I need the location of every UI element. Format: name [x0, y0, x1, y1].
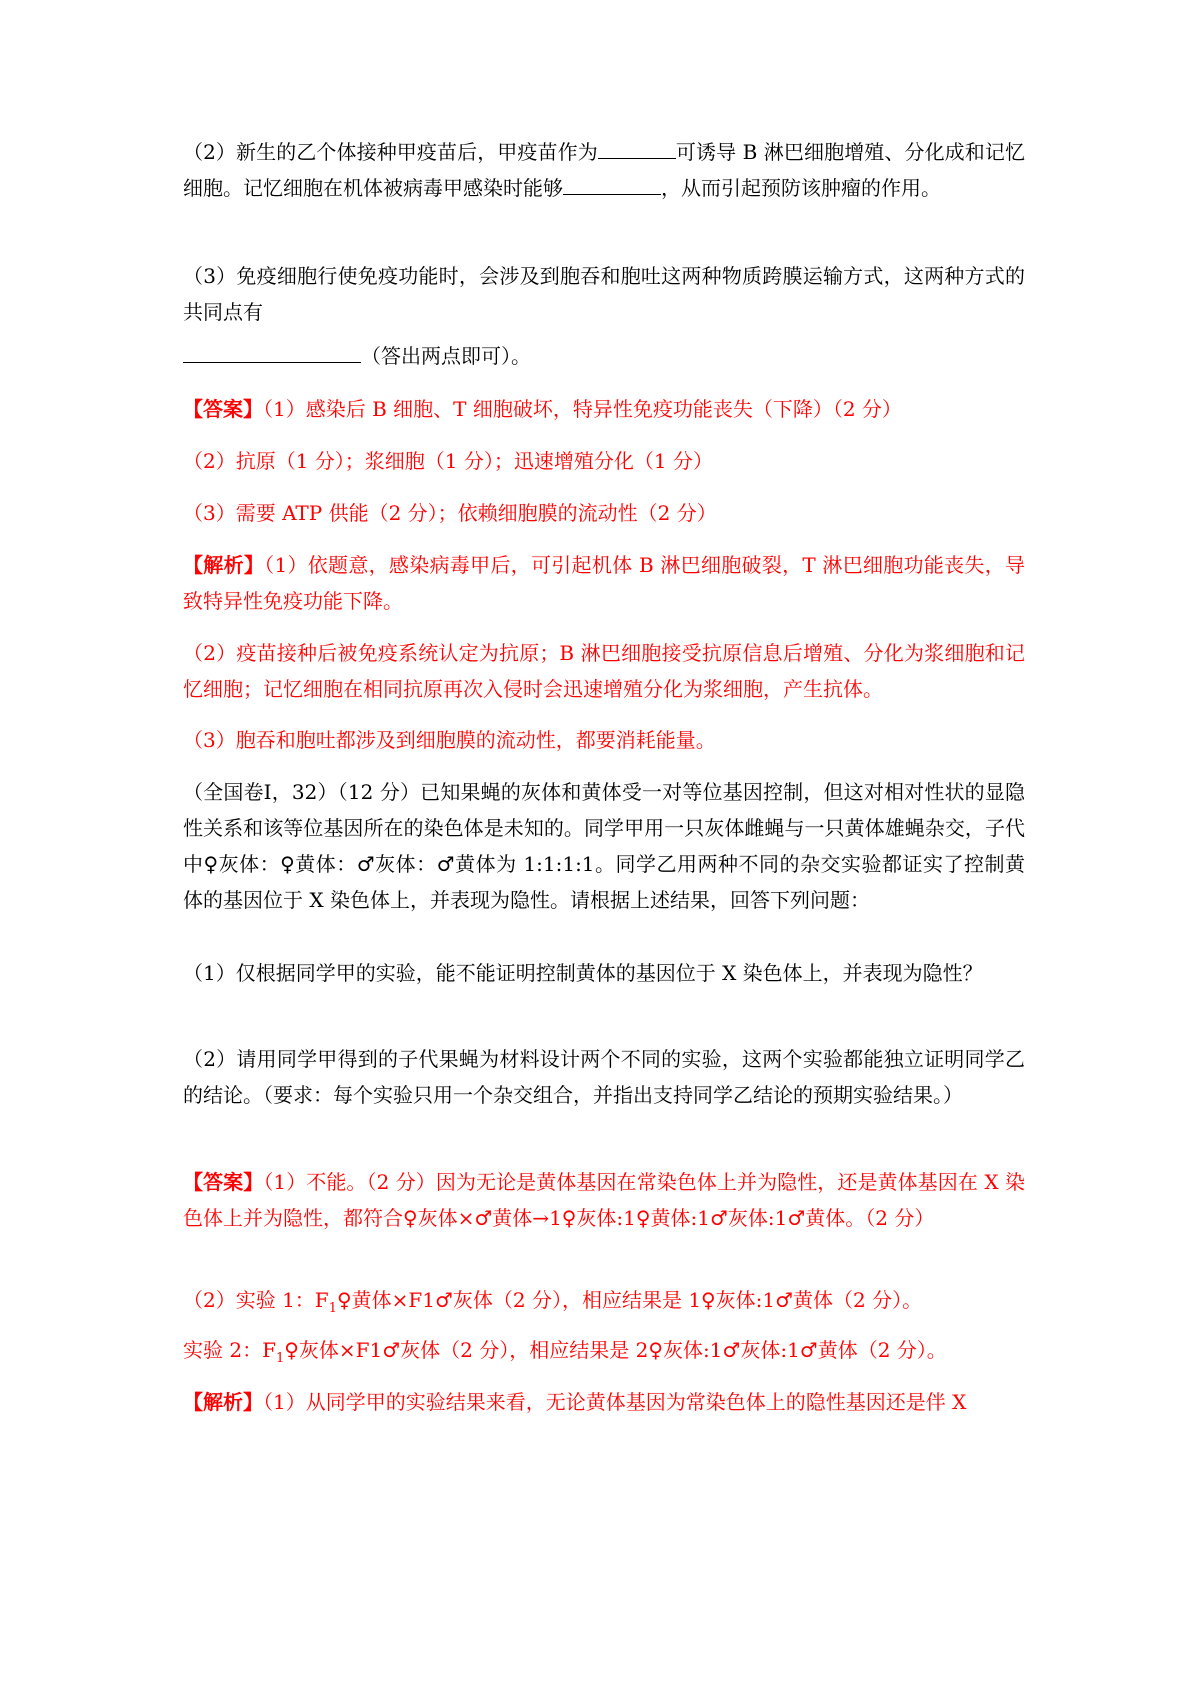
q32-answer-paragraph-2 — [183, 1282, 1025, 1318]
question-2-text-part2: 可诱导 B 淋巴细胞增殖、分化成和记忆细胞。记忆细胞在机体被病毒甲感染时能够 — [183, 140, 1025, 200]
q32-answer-3-pre: 实验 2：F — [183, 1338, 276, 1362]
question-3-blank-suffix: （答出两点即可）。 — [361, 344, 531, 368]
question-3-blank-line — [183, 338, 1025, 374]
analysis-paragraph-3: （3）胞吞和胞吐都涉及到细胞膜的流动性，都要消耗能量。 — [183, 728, 716, 752]
question-2-text-part1: （2）新生的乙个体接种甲疫苗后，甲疫苗作为 — [183, 140, 598, 164]
analysis-paragraph-2: （2）疫苗接种后被免疫系统认定为抗原；B 淋巴细胞接受抗原信息后增殖、分化为浆细胞和记忆细胞；记忆细胞在相同抗原再次入侵时会迅速增殖分化为浆细胞，产生抗体。 — [183, 641, 1025, 701]
answer-blank-1 — [598, 136, 676, 159]
q32-analysis-paragraph-1 — [183, 1384, 1025, 1420]
q32-analysis-tag: 【解析】 — [183, 1390, 263, 1414]
question-3-paragraph: （3）免疫细胞行使免疫功能时，会涉及到胞吞和胞吐这两种物质跨膜运输方式，这两种方式的共同点有 — [183, 264, 1025, 324]
q32-answer-tag: 【答案】 — [183, 1170, 264, 1194]
q32-answer-paragraph-1 — [183, 1164, 1025, 1236]
question-2-paragraph — [183, 134, 1025, 206]
analysis-paragraph-1 — [183, 547, 1025, 619]
answer-paragraph-1 — [183, 391, 1025, 427]
q32-answer-2-subscript: 1 — [328, 1301, 337, 1316]
q32-analysis-1-text: （1）从同学甲的实验结果来看，无论黄体基因为常染色体上的隐性基因还是伴 X — [263, 1390, 967, 1414]
answer-paragraph-2: （2）抗原（1 分）；浆细胞（1 分）；迅速增殖分化（1 分） — [183, 449, 713, 473]
answer-1-text: （1）感染后 B 细胞、T 细胞破坏，特异性免疫功能丧失（下降）（2 分） — [263, 397, 902, 421]
question-32-part2: （2）请用同学甲得到的子代果蝇为材料设计两个不同的实验，这两个实验都能独立证明同学乙的结论。（要求：每个实验只用一个杂交组合，并指出支持同学乙结论的预期实验结果。） — [183, 1047, 1025, 1107]
q32-answer-3-subscript: 1 — [275, 1351, 285, 1366]
q32-answer-3-post: ♀灰体×F1♂灰体（2 分），相应结果是 2♀灰体:1♂灰体:1♂黄体（2 分）。 — [284, 1338, 947, 1362]
analysis-1-text: （1）依题意，感染病毒甲后，可引起机体 B 淋巴细胞破裂，T 淋巴细胞功能丧失，导致特异性免疫功能下降。 — [183, 553, 1026, 613]
answer-paragraph-3: （3）需要 ATP 供能（2 分）；依赖细胞膜的流动性（2 分） — [183, 501, 717, 525]
analysis-tag: 【解析】 — [183, 553, 265, 577]
q32-answer-1-text: （1）不能。（2 分）因为无论是黄体基因在常染色体上并为隐性，还是黄体基因在 X 染色体上并为隐性，都符合♀灰体×♂黄体→1♀灰体:1♀黄体:1♂灰体:1♂黄体。（2 分） — [183, 1170, 1026, 1230]
answer-blank-3 — [183, 340, 361, 363]
q32-answer-paragraph-3 — [183, 1332, 1025, 1368]
question-32-part1: （1）仅根据同学甲的实验，能不能证明控制黄体的基因位于 X 染色体上，并表现为隐性？ — [183, 961, 983, 985]
answer-blank-2 — [563, 172, 661, 195]
q32-answer-2-pre: （2）实验 1：F — [183, 1288, 329, 1312]
q32-answer-2-post: ♀黄体×F1♂灰体（2 分），相应结果是 1♀灰体:1♂黄体（2 分）。 — [336, 1288, 923, 1312]
question-32-stem: （全国卷Ⅰ，32）（12 分）已知果蝇的灰体和黄体受一对等位基因控制，但这对相对性状的显隐性关系和该等位基因所在的染色体是未知的。同学甲用一只灰体雌蝇与一只黄体雄蝇杂交，子代中♀灰体：♀黄体：♂灰体：♂黄体为 1:1:1:1。同学乙用两种不同的杂交实验都证实了控制黄体的基因位于 X 染色体上，并表现为隐性。请根据上述结果，回答下列问题： — [183, 780, 1025, 912]
question-2-text-part3: ，从而引起预防该肿瘤的作用。 — [661, 176, 941, 200]
answer-tag: 【答案】 — [183, 397, 263, 421]
